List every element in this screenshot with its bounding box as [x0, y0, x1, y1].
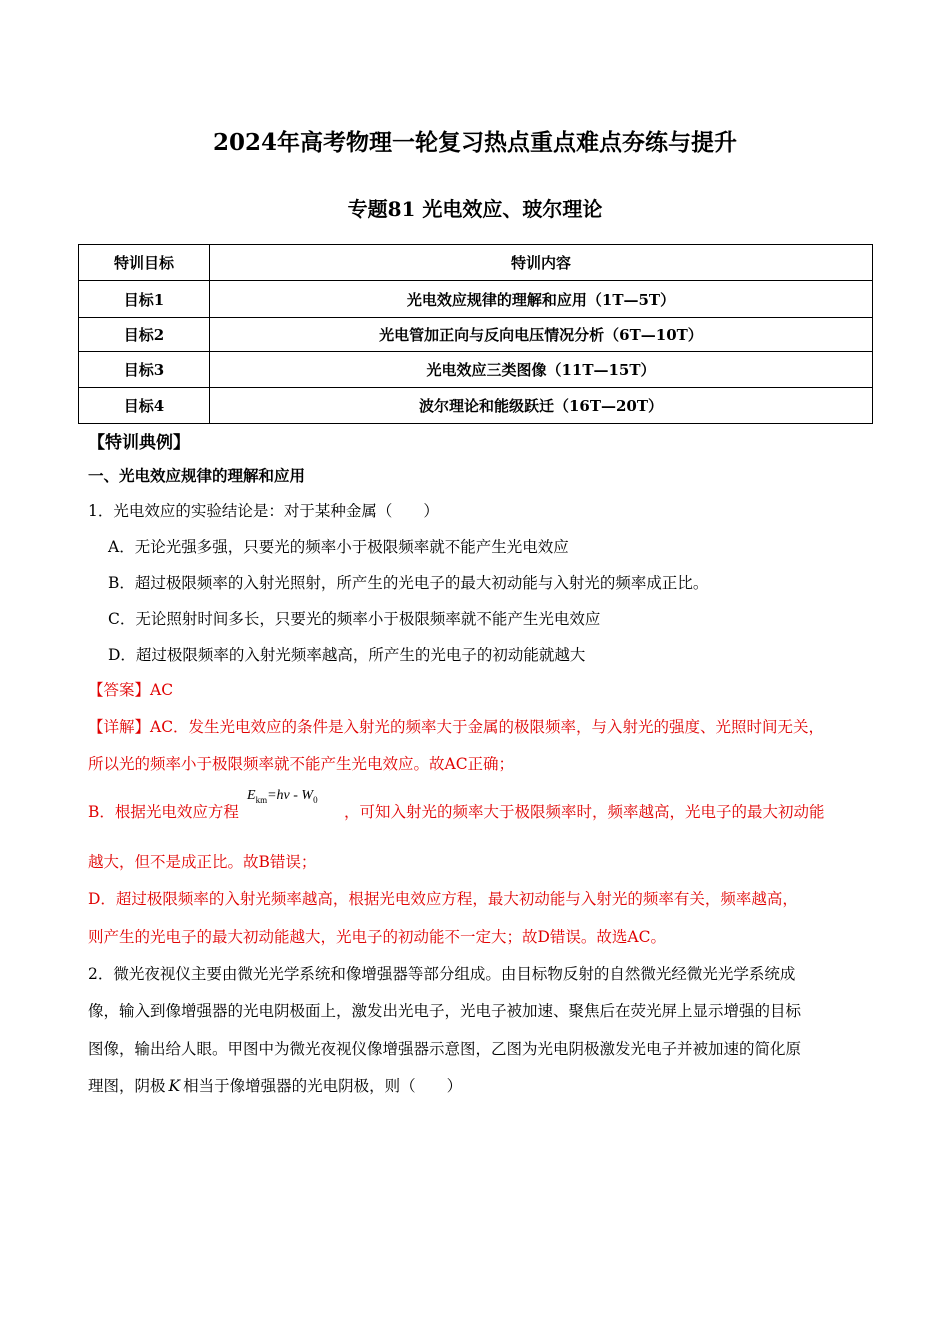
content-cell: 光电效应三类图像（11T—15T） — [210, 352, 873, 388]
q2-line4-prefix: 理图，阴极 — [88, 1077, 166, 1095]
q1-option-a: A．无论光强多强，只要光的频率小于极限频率就不能产生光电效应 — [108, 538, 569, 556]
content-cell: 光电效应规律的理解和应用（1T—5T） — [210, 281, 873, 318]
goal-cell: 目标1 — [79, 281, 210, 318]
q1-detail-b-line2: 越大，但不是成正比。故B错误； — [88, 853, 317, 871]
formula-sub-0: 0 — [313, 794, 318, 805]
formula-eq: =hν - W — [267, 788, 314, 803]
content-cell: 光电管加正向与反向电压情况分析（6T—10T） — [210, 318, 873, 352]
table-row — [79, 281, 873, 318]
q1-detail-line2: 所以光的频率小于极限频率就不能产生光电效应。故AC正确； — [88, 755, 515, 773]
q2-line1: 2．微光夜视仪主要由微光光学系统和像增强器等部分组成。由目标物反射的自然微光经微光光学系统成 — [88, 965, 796, 983]
header-content: 特训内容 — [210, 245, 873, 281]
header-goal: 特训目标 — [79, 245, 210, 281]
section-examples-heading: 【特训典例】 — [88, 433, 190, 453]
q2-line3: 图像，输出给人眼。甲图中为微光夜视仪像增强器示意图，乙图为光电阴极激发光电子并被加速的简化原 — [88, 1040, 802, 1058]
table-row — [79, 318, 873, 352]
goal-cell: 目标2 — [79, 318, 210, 352]
q1-detail-b-suffix: ，可知入射光的频率大于极限频率时，频率越高，光电子的最大初动能 — [344, 803, 825, 821]
q1-answer: 【答案】AC — [88, 681, 174, 699]
q1-detail-b-prefix: B．根据光电效应方程 — [88, 803, 239, 821]
q1-option-c: C．无论照射时间多长，只要光的频率小于极限频率就不能产生光电效应 — [108, 610, 601, 628]
q2-line4 — [88, 1074, 462, 1096]
photoelectric-equation — [247, 788, 318, 805]
q1-detail-line1: 【详解】AC．发生光电效应的条件是入射光的频率大于金属的极限频率，与入射光的强度、光照时间无关， — [88, 718, 825, 736]
q1-detail-d-line1: D．超过极限频率的入射光频率越高，根据光电效应方程，最大初动能与入射光的频率有关，频率越高， — [88, 890, 798, 908]
document-title: 2024年高考物理一轮复习热点重点难点夯练与提升 — [212, 129, 737, 156]
q1-stem: 1．光电效应的实验结论是：对于某种金属（ ） — [88, 502, 439, 520]
q2-line4-suffix: 相当于像增强器的光电阴极，则（ ） — [183, 1077, 463, 1095]
q2-line2: 像，输入到像增强器的光电阴极面上，激发出光电子，光电子被加速、聚焦后在荧光屏上显示增强的目标 — [88, 1002, 802, 1020]
goal-cell: 目标4 — [79, 388, 210, 424]
section1-heading: 一、光电效应规律的理解和应用 — [88, 466, 306, 485]
table-row — [79, 388, 873, 424]
q1-option-b: B．超过极限频率的入射光照射，所产生的光电子的最大初动能与入射光的频率成正比。 — [108, 574, 709, 592]
q1-detail-d-line2: 则产生的光电子的最大初动能越大，光电子的初动能不一定大；故D错误。故选AC。 — [88, 928, 666, 946]
document-subtitle: 专题81 光电效应、玻尔理论 — [347, 197, 603, 221]
q1-option-d: D．超过极限频率的入射光频率越高，所产生的光电子的初动能就越大 — [108, 646, 586, 664]
goal-cell: 目标3 — [79, 352, 210, 388]
table-header-row — [79, 245, 873, 281]
content-cell: 波尔理论和能级跃迁（16T—20T） — [210, 388, 873, 424]
cathode-k: K — [168, 1077, 181, 1095]
goals-table — [78, 244, 873, 424]
formula-sub-km: km — [255, 794, 268, 805]
table-row — [79, 352, 873, 388]
formula-e: E — [247, 788, 256, 803]
